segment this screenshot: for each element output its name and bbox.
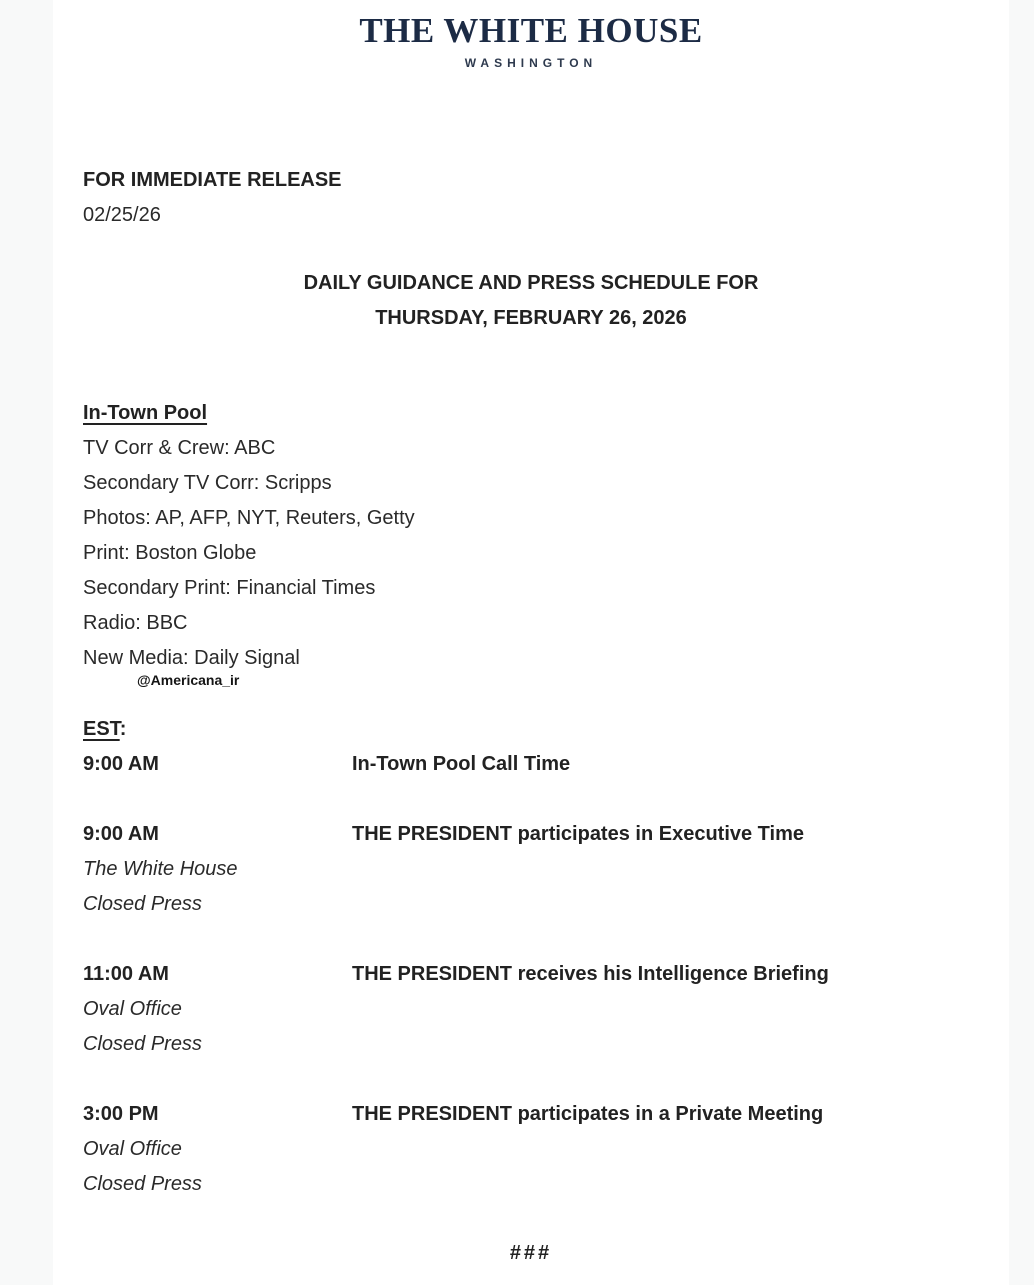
letterhead-title: THE WHITE HOUSE	[359, 11, 703, 50]
timezone-label: EST	[83, 718, 120, 740]
schedule-section	[83, 712, 979, 1202]
pool-section-title: In-Town Pool	[83, 402, 208, 424]
pool-line: New Media: Daily Signal	[83, 647, 300, 669]
event-location: The White House	[83, 858, 238, 880]
event-title: THE PRESIDENT participates in Executive Time	[352, 823, 804, 845]
event-location: Oval Office	[83, 998, 182, 1020]
event-row	[83, 817, 979, 852]
document-page	[53, 0, 1009, 1285]
event-row	[83, 957, 979, 992]
event-press: Closed Press	[83, 1033, 202, 1055]
event-location: Oval Office	[83, 1138, 182, 1160]
pool-line: Photos: AP, AFP, NYT, Reuters, Getty	[83, 507, 415, 529]
event-time: 3:00 PM	[83, 1103, 159, 1125]
timezone-line	[83, 712, 979, 747]
in-town-pool-section	[83, 396, 979, 676]
document-content	[53, 163, 1009, 1285]
letterhead-subtitle: WASHINGTON	[464, 56, 598, 70]
event-press: Closed Press	[83, 1173, 202, 1195]
pool-line: Secondary TV Corr: Scripps	[83, 472, 332, 494]
watermark-text: @Americana_ir	[137, 672, 240, 688]
release-date: 02/25/26	[83, 204, 161, 226]
event-press: Closed Press	[83, 893, 202, 915]
timezone-colon: :	[119, 718, 127, 740]
event-row	[83, 1097, 979, 1132]
heading-line-1: DAILY GUIDANCE AND PRESS SCHEDULE FOR	[303, 272, 759, 294]
event-title: THE PRESIDENT participates in a Private Meeting	[352, 1103, 824, 1125]
event-time: 11:00 AM	[83, 963, 169, 985]
release-label: FOR IMMEDIATE RELEASE	[83, 169, 342, 191]
schedule-event	[83, 747, 979, 782]
pool-line: Print: Boston Globe	[83, 542, 257, 564]
event-title: In-Town Pool Call Time	[352, 753, 571, 775]
schedule-event	[83, 817, 979, 922]
pool-line: Radio: BBC	[83, 612, 188, 634]
event-time: 9:00 AM	[83, 753, 159, 775]
letterhead	[53, 0, 1009, 70]
heading-line-2: THURSDAY, FEBRUARY 26, 2026	[375, 307, 687, 329]
pool-line: TV Corr & Crew: ABC	[83, 437, 276, 459]
event-title: THE PRESIDENT receives his Intelligence Briefing	[352, 963, 829, 985]
document-heading	[83, 266, 979, 336]
schedule-event	[83, 1097, 979, 1202]
pool-line: Secondary Print: Financial Times	[83, 577, 376, 599]
schedule-event	[83, 957, 979, 1062]
event-time: 9:00 AM	[83, 823, 159, 845]
release-block	[83, 163, 979, 233]
end-marker: ###	[509, 1242, 553, 1264]
event-row	[83, 747, 979, 782]
